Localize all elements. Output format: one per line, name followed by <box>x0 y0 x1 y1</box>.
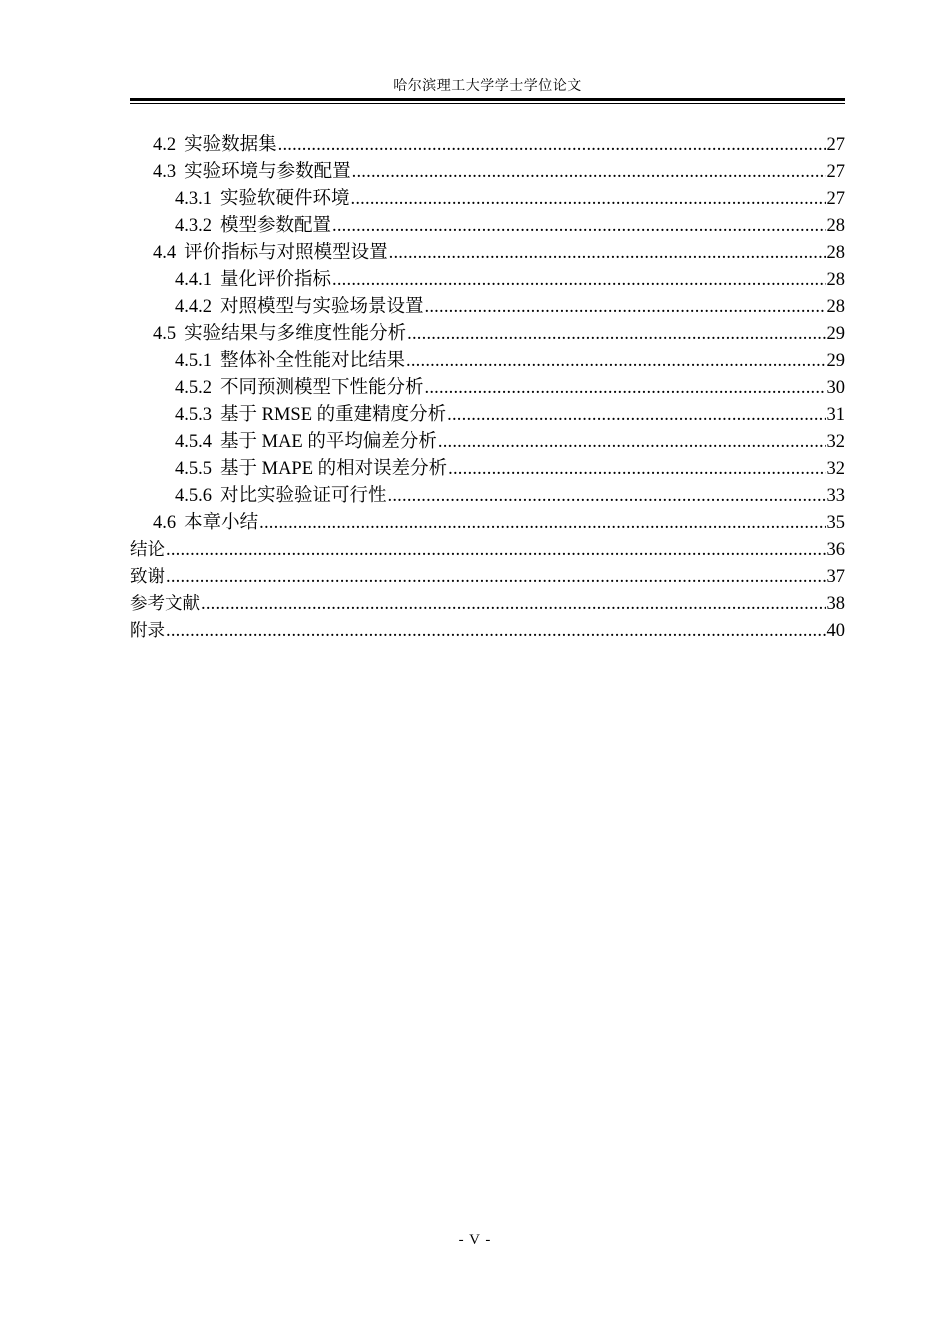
toc-entry-page: 28 <box>826 270 845 290</box>
toc-entry-number: 4.2 <box>153 135 177 155</box>
toc-entry-page: 27 <box>826 162 845 182</box>
toc-entry-title: 基于 RMSE 的重建精度分析 <box>220 405 447 425</box>
toc-entry-page: 35 <box>826 513 845 533</box>
toc-entry-title: 致谢 <box>130 567 165 587</box>
toc-dot-leader <box>448 456 825 483</box>
toc-entry-number: 4.5.2 <box>175 378 212 398</box>
toc-entry-number: 4.3 <box>153 162 177 182</box>
toc-dot-leader <box>406 348 825 375</box>
toc-entry-title: 结论 <box>130 540 165 560</box>
toc-entry-page: 31 <box>826 405 845 425</box>
toc-dot-leader <box>389 240 826 267</box>
toc-entry[interactable] <box>130 294 845 321</box>
toc-entry[interactable] <box>130 186 845 213</box>
toc-entry-page: 40 <box>826 621 845 641</box>
toc-dot-leader <box>201 591 826 618</box>
toc-entry-page: 37 <box>826 567 845 587</box>
toc-entry-title: 参考文献 <box>130 594 200 614</box>
toc-dot-leader <box>352 159 826 186</box>
toc-entry-number: 4.5.3 <box>175 405 212 425</box>
toc-dot-leader <box>425 375 826 402</box>
toc-entry[interactable] <box>130 321 845 348</box>
toc-entry-title: 本章小结 <box>184 513 259 533</box>
toc-entry-page: 29 <box>826 324 845 344</box>
toc-entry-title: 实验软硬件环境 <box>220 189 350 209</box>
toc-entry-page: 27 <box>826 135 845 155</box>
toc-entry-number: 4.5.4 <box>175 432 212 452</box>
toc-entry-page: 29 <box>826 351 845 371</box>
toc-entry-title: 附录 <box>130 621 165 641</box>
toc-entry-number: 4.3.2 <box>175 216 212 236</box>
running-header: 哈尔滨理工大学学士学位论文 <box>393 79 582 94</box>
toc-entry-number: 4.4 <box>153 243 177 263</box>
toc-entry[interactable] <box>130 213 845 240</box>
toc-entry-title: 评价指标与对照模型设置 <box>184 243 388 263</box>
toc-dot-leader <box>438 429 826 456</box>
toc-dot-leader <box>166 537 826 564</box>
toc-entry[interactable] <box>130 564 845 591</box>
toc-entry-page: 38 <box>826 594 845 614</box>
toc-entry[interactable] <box>130 159 845 186</box>
toc-entry-title: 实验结果与多维度性能分析 <box>184 324 407 344</box>
toc-entry-number: 4.5.5 <box>175 459 212 479</box>
toc-dot-leader <box>278 132 826 159</box>
toc-entry-title: 模型参数配置 <box>220 216 332 236</box>
toc-entry-number: 4.4.2 <box>175 297 212 317</box>
toc-entry[interactable] <box>130 240 845 267</box>
toc-entry-title: 实验数据集 <box>184 135 277 155</box>
toc-dot-leader <box>351 186 826 213</box>
toc-entry[interactable] <box>130 618 845 645</box>
toc-entry-page: 32 <box>826 432 845 452</box>
toc-entry-number: 4.4.1 <box>175 270 212 290</box>
toc-entry[interactable] <box>130 402 845 429</box>
toc-dot-leader <box>332 213 825 240</box>
toc-entry-number: 4.5.1 <box>175 351 212 371</box>
toc-entry-title: 基于 MAPE 的相对误差分析 <box>220 459 448 479</box>
table-of-contents <box>130 132 845 645</box>
toc-entry[interactable] <box>130 483 845 510</box>
toc-entry-title: 实验环境与参数配置 <box>184 162 351 182</box>
toc-entry[interactable] <box>130 267 845 294</box>
page-number: - V - <box>458 1232 492 1248</box>
toc-entry-page: 33 <box>826 486 845 506</box>
toc-entry[interactable] <box>130 375 845 402</box>
toc-entry-page: 28 <box>826 243 845 263</box>
toc-entry[interactable] <box>130 591 845 618</box>
toc-dot-leader <box>259 510 825 537</box>
header-rule-thin <box>130 103 845 104</box>
toc-dot-leader <box>447 402 825 429</box>
toc-entry-title: 对比实验验证可行性 <box>220 486 387 506</box>
toc-entry-number: 4.3.1 <box>175 189 212 209</box>
toc-entry-title: 不同预测模型下性能分析 <box>220 378 424 398</box>
toc-entry[interactable] <box>130 510 845 537</box>
toc-entry-number: 4.5.6 <box>175 486 212 506</box>
toc-entry-page: 32 <box>826 459 845 479</box>
toc-entry[interactable] <box>130 537 845 564</box>
toc-entry[interactable] <box>130 348 845 375</box>
toc-entry-page: 36 <box>826 540 845 560</box>
toc-dot-leader <box>388 483 826 510</box>
toc-dot-leader <box>166 618 826 645</box>
toc-entry-number: 4.5 <box>153 324 177 344</box>
toc-dot-leader <box>166 564 826 591</box>
toc-entry[interactable] <box>130 429 845 456</box>
toc-dot-leader <box>425 294 826 321</box>
toc-entry-page: 30 <box>826 378 845 398</box>
toc-entry[interactable] <box>130 456 845 483</box>
toc-entry-number: 4.6 <box>153 513 177 533</box>
header-rule-thick <box>130 98 845 101</box>
toc-entry-title: 对照模型与实验场景设置 <box>220 297 424 317</box>
toc-dot-leader <box>407 321 825 348</box>
toc-entry-page: 28 <box>826 216 845 236</box>
toc-entry-page: 28 <box>826 297 845 317</box>
toc-entry-page: 27 <box>826 189 845 209</box>
toc-entry-title: 整体补全性能对比结果 <box>220 351 406 371</box>
toc-dot-leader <box>332 267 825 294</box>
toc-entry-title: 量化评价指标 <box>220 270 332 290</box>
toc-entry[interactable] <box>130 132 845 159</box>
toc-entry-title: 基于 MAE 的平均偏差分析 <box>220 432 437 452</box>
